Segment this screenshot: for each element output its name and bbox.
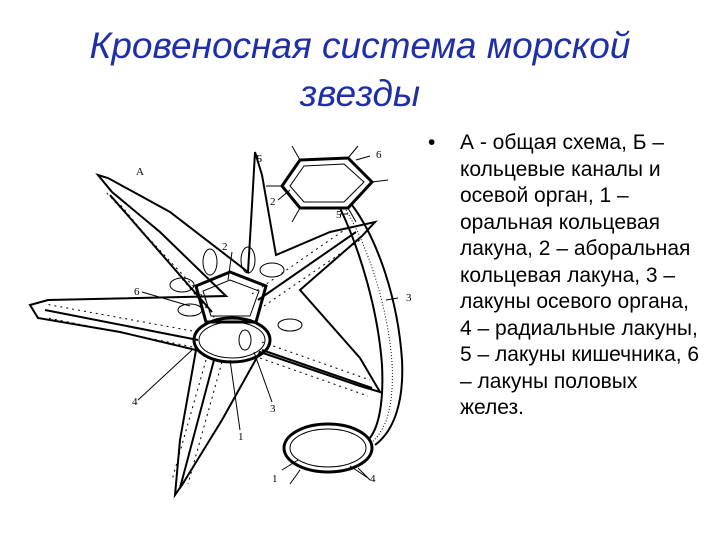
label-4-panel-a: 4 <box>132 396 138 408</box>
caption-text: А - общая схема, Б – кольцевые каналы и осевой орган, 1 – оральная кольцевая лакуна, 2 – аборальная кольцевая лакуна, 3 – лакуны осевого органа, 4 – радиальные лакуны, 5 – лакуны кишечника, 6 – лакуны половых желез. <box>460 131 700 419</box>
title-line-1: Кровеносная система морской <box>89 25 631 66</box>
bullet-icon: • <box>428 131 436 154</box>
label-4-panel-b: 4 <box>370 473 376 485</box>
label-1-panel-a: 1 <box>238 431 244 443</box>
label-panel-b: Б <box>256 153 263 165</box>
label-5-panel-b: 5 <box>336 209 342 221</box>
lower-ring-canal <box>284 424 372 472</box>
label-3-panel-b: 3 <box>406 292 412 304</box>
title-line-2: звезды <box>299 73 421 114</box>
label-3-panel-a: 3 <box>270 403 276 415</box>
label-6-panel-a: 6 <box>134 286 140 298</box>
label-2-panel-a: 2 <box>222 241 228 253</box>
label-6-panel-b: 6 <box>376 149 382 161</box>
label-1-panel-b: 1 <box>272 473 278 485</box>
upper-ring-canal <box>282 158 372 208</box>
label-panel-a: А <box>136 166 144 178</box>
label-2-panel-b: 2 <box>270 196 276 208</box>
